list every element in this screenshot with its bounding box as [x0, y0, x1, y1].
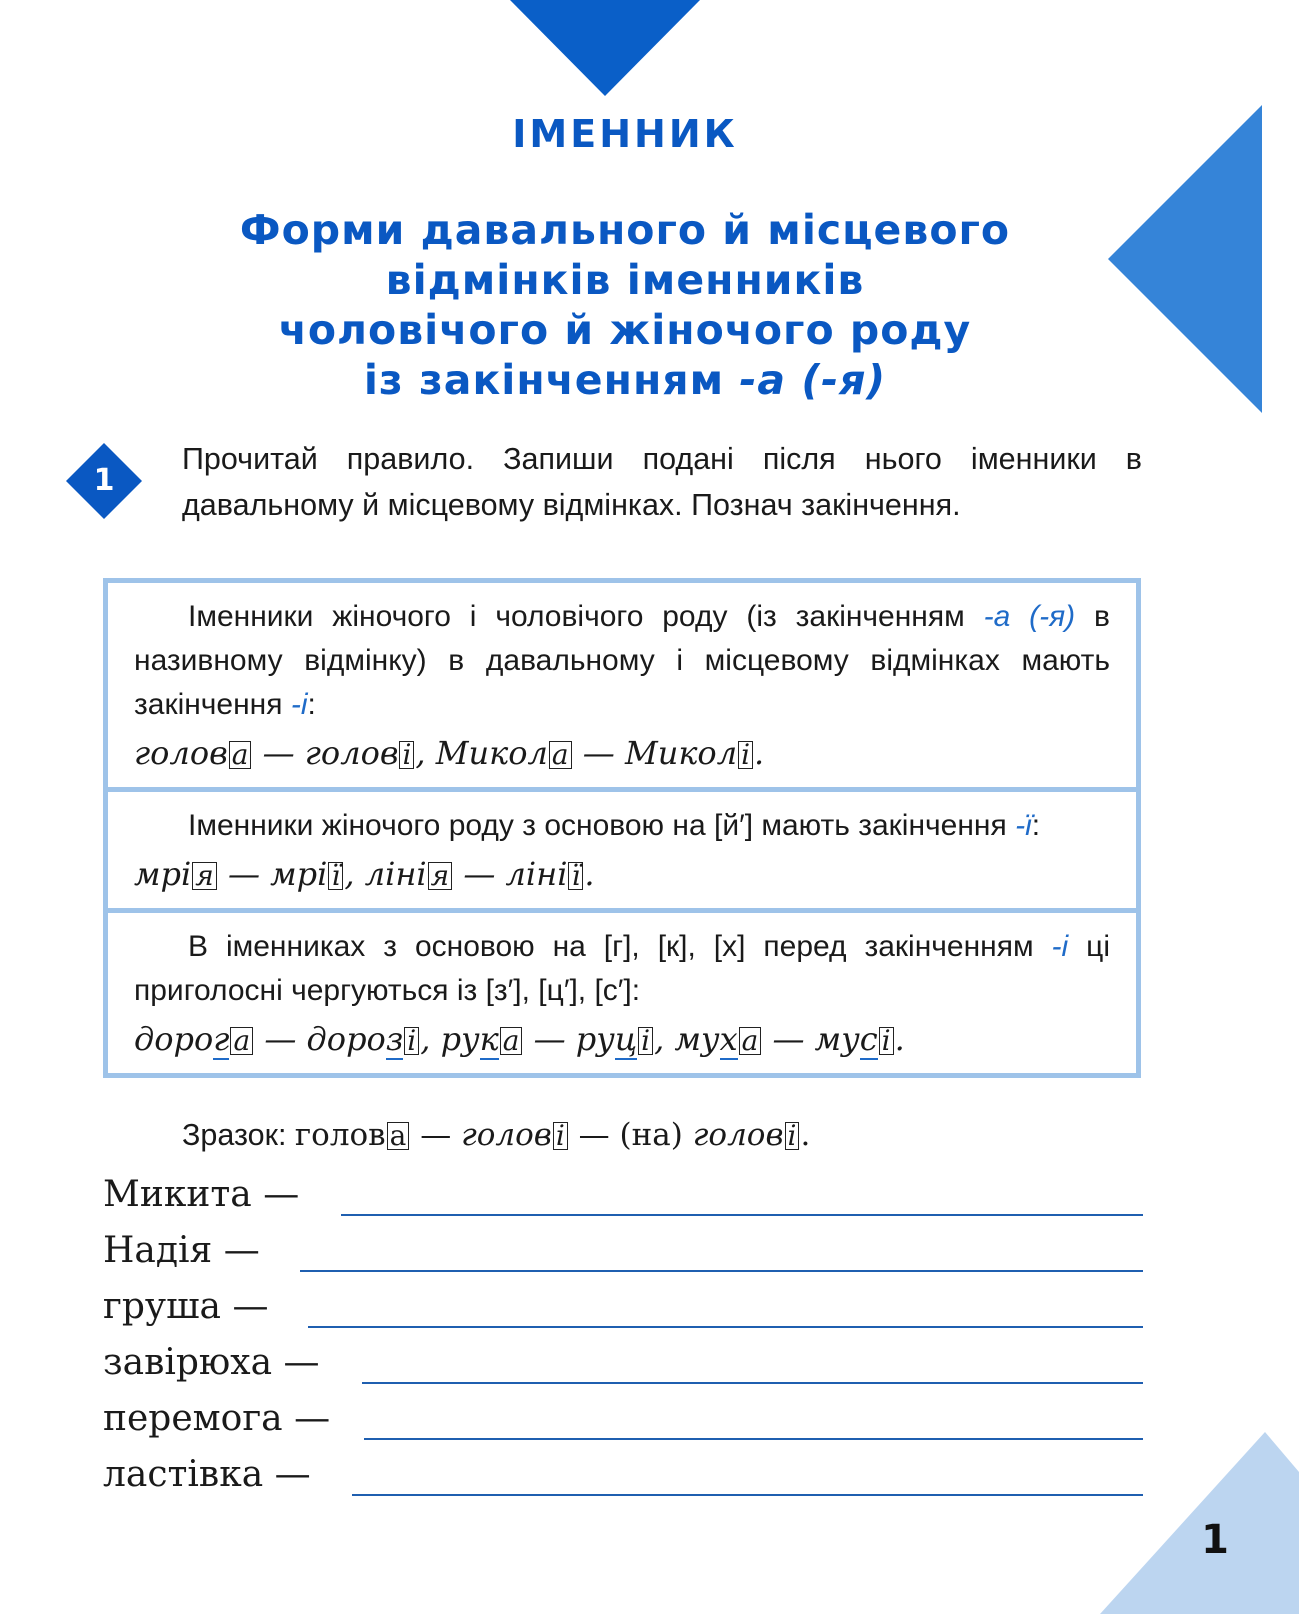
rule-text: Іменники жіночого роду з основою на [й′] мають закінчення -ї: [188, 809, 1041, 842]
rule-examples: мрі я — мрі ї , ліні я — ліні ї . [134, 855, 595, 893]
exercise-row [103, 1394, 1143, 1444]
lesson-title-line: чоловічого й жіночого роду [278, 306, 972, 354]
sample-line: Зразок: голов а — голов і — (на) голов і . [182, 1117, 811, 1153]
rule-text: В іменниках з основою на [г], [к], [х] перед закінченням -і ці приголосні чергуються із [з′], [ц′], [с′]: [134, 930, 1110, 1007]
task-number: 1 [93, 463, 115, 498]
task-instruction: Прочитай правило. Запиши подані після нього іменники в давальному й місцевому відмінках. Познач закінчення. [182, 442, 1142, 522]
rule-1 [108, 583, 1136, 787]
rule-box [103, 578, 1141, 1078]
exercise-word: завірюха — [103, 1342, 320, 1383]
top-triangle-decoration [510, 0, 700, 96]
lesson-title [150, 205, 1100, 405]
exercise-row [103, 1338, 1143, 1388]
rule-examples: голов а — голов і , Микол а — Микол і . [134, 734, 765, 772]
exercise-row [103, 1282, 1143, 1332]
page-number: 1 [1201, 1517, 1229, 1563]
lesson-title-line: Форми давального й місцевого [239, 206, 1011, 254]
exercise-row [103, 1226, 1143, 1276]
exercise-row [103, 1170, 1143, 1220]
answer-line[interactable] [341, 1214, 1143, 1216]
lesson-title-line: із закінченням -а (-я) [363, 356, 887, 404]
exercise-row [103, 1450, 1143, 1500]
answer-line[interactable] [300, 1270, 1143, 1272]
rule-text: Іменники жіночого і чоловічого роду (із закінченням -а (-я) в називному відмінку) в давальному і місцевому відмінках мають закінчення -і: [134, 600, 1110, 721]
lesson-title-ending: -а (-я) [739, 356, 887, 404]
lesson-title-line: відмінків іменників [385, 256, 865, 304]
answer-line[interactable] [362, 1382, 1143, 1384]
rule-2 [108, 787, 1136, 908]
rule-examples: дорог а — дороз і , рук а — руц і , мух а — мус і . [134, 1020, 905, 1058]
answer-line[interactable] [364, 1438, 1143, 1440]
section-title: ІМЕННИК [512, 112, 738, 156]
exercise-word: Микита — [103, 1174, 300, 1215]
exercise-word: ластівка — [103, 1454, 311, 1495]
answer-line[interactable] [308, 1326, 1143, 1328]
rule-3 [108, 908, 1136, 1073]
exercise-word: Надія — [103, 1230, 260, 1271]
exercise-word: груша — [103, 1286, 269, 1327]
exercise-word: перемога — [103, 1398, 331, 1439]
answer-line[interactable] [352, 1494, 1143, 1496]
